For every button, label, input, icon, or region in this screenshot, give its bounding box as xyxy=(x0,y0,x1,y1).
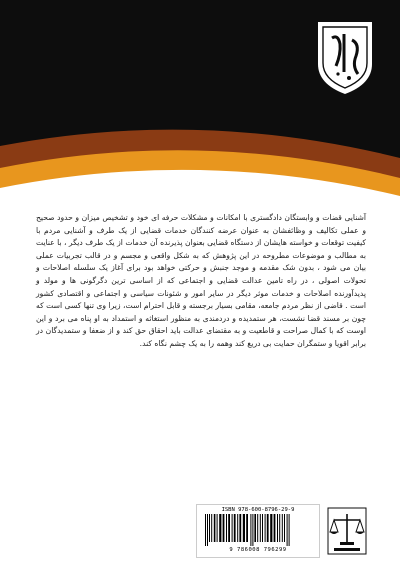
barcode-bar xyxy=(232,514,233,542)
isbn-barcode xyxy=(196,504,320,558)
barcode-bar xyxy=(254,514,256,542)
barcode-bar xyxy=(243,514,245,542)
barcode-bar xyxy=(270,514,272,542)
barcode-bar xyxy=(250,514,251,546)
barcode-bar xyxy=(228,514,230,542)
barcode-bar xyxy=(279,514,280,542)
barcode-bar xyxy=(211,514,212,542)
barcode-bar xyxy=(223,514,225,542)
justice-scale-publisher-logo-icon xyxy=(326,506,368,556)
barcode-bars xyxy=(203,514,313,546)
barcode-bar xyxy=(252,514,253,546)
barcode-bar xyxy=(214,514,216,542)
barcode-bar xyxy=(234,514,236,542)
barcode-bar xyxy=(277,514,278,542)
barcode-bar xyxy=(262,514,263,542)
barcode-bar xyxy=(209,514,210,542)
barcode-bar xyxy=(219,514,221,542)
barcode-bar xyxy=(205,514,206,546)
barcode-bar xyxy=(237,514,238,542)
back-cover-paragraph: آشنایی قضات و وابستگان دادگستری با امکانات و مشکلات حرفه ای خود و تشخیص میزان و حدود صحیح و عملی تکالیف و وظائفشان به عنوان عرضه کنندگان خدمات قضایی از یک طرف و آشنایی مردم با کیفیت توقعات و خواسته هایشان از دستگاه قضایی بعنوان پذیرنده آن خدمات از یک طرف دیگر ، با عنایت به مطالب و موضوعات مطروحه در این پژوهش که به شکل واقعی و مجسم و در قالب تجربیات عملی بیان می شود ، بدون شک مقدمه و موجد جنبش و حرکتی خواهد بود برای آغاز یک سلسله اصلاحات و تحولات اصولی ، در راه تامین عدالت قضایی و اجتماعی که از اساسی ترین دگرگونی ها و مولد و پدیدآورنده اصلاحات و خدمات موثر دیگر در سایر امور و شئونات سیاسی و اجتماعی و اقتصادی کشور است . قاضی از نظر مردم جامعه، مقامی بسیار برجسته و قابل احترام است، زیرا وی تنها کسی است که چون بر مسند قضا نشست، هر ستمدیده و دردمندی به منظور استغاثه و استمداد به او پناه می برد و این اوست که با کمال صراحت و قاطعیت و به مقتضای عدالت باید احقاق حق کند و از ضعفا و ستمدیدگان در برابر اقویا و ستمگران حمایت بی دریغ کند وهمه را به یک چشم نگاه کند. xyxy=(36,213,366,348)
barcode-bar xyxy=(267,514,269,542)
barcode-bar xyxy=(217,514,218,542)
barcode-bar xyxy=(257,514,258,542)
barcode-bar xyxy=(226,514,227,542)
barcode-bar xyxy=(265,514,266,542)
barcode-bar xyxy=(246,514,248,542)
barcode-bar xyxy=(260,514,261,542)
barcode-bar xyxy=(282,514,283,542)
barcode-bar xyxy=(284,514,285,542)
barcode-bar xyxy=(207,514,208,546)
calligraphy-shield-logo-icon xyxy=(314,18,376,98)
barcode-digits: 9 786008 796299 xyxy=(229,547,287,553)
barcode-bar xyxy=(289,514,290,546)
isbn-text: ISBN 978-600-8796-29-9 xyxy=(221,507,295,513)
barcode-bar xyxy=(287,514,288,546)
barcode-bar xyxy=(274,514,276,542)
barcode-bar xyxy=(239,514,241,542)
